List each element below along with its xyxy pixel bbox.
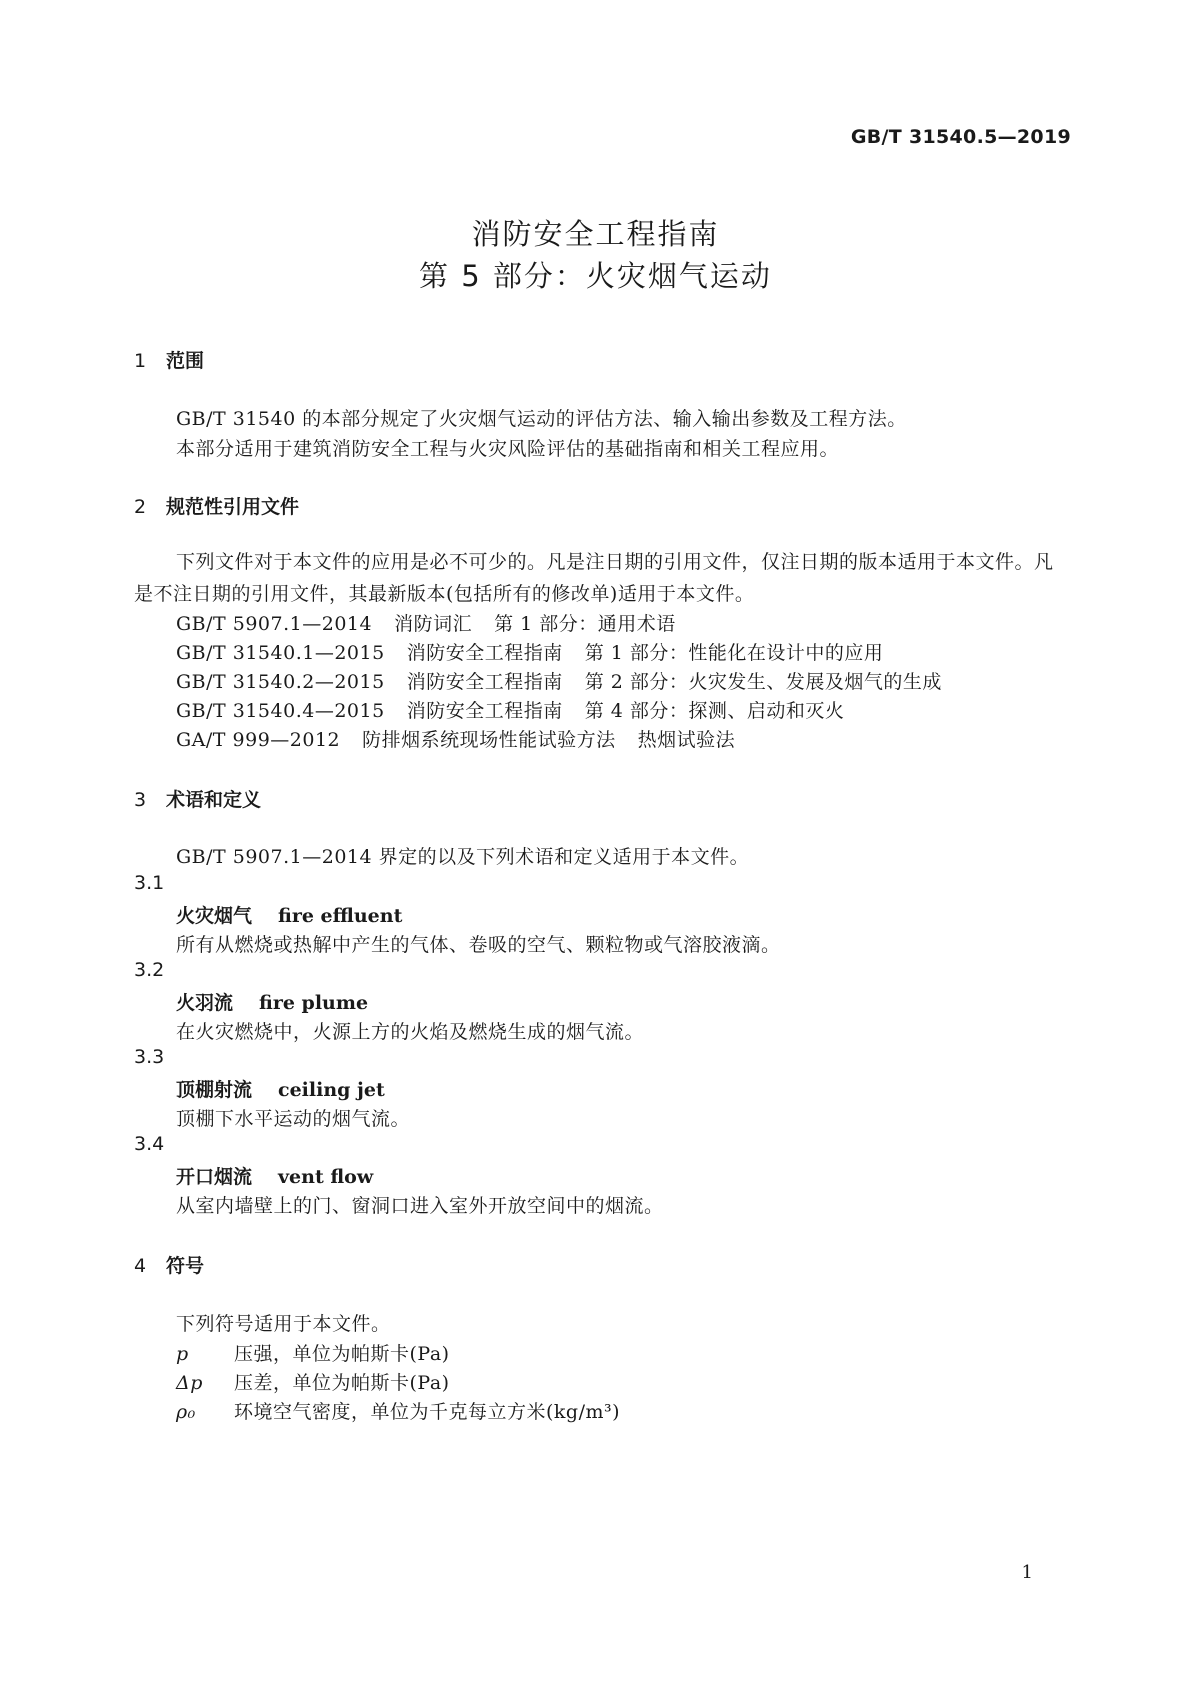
section-number: 3: [134, 789, 147, 811]
scope-paragraph-1: GB/T 31540 的本部分规定了火灾烟气运动的评估方法、输入输出参数及工程方法。: [176, 408, 907, 430]
term-title: [176, 988, 368, 1015]
symbol-row: [176, 1397, 620, 1424]
symbol-description: 压差，单位为帕斯卡(Pa): [234, 1372, 450, 1394]
reference-title: 消防词汇: [394, 613, 473, 635]
term-zh: 火灾烟气: [176, 905, 253, 927]
reference-part: 第 1 部分：性能化在设计中的应用: [584, 642, 884, 664]
section-title: 范围: [166, 350, 205, 372]
page-number: 1: [1021, 1562, 1033, 1583]
reference-item: [176, 667, 964, 694]
reference-part: 第 4 部分：探测、启动和灭火: [584, 700, 845, 722]
symbol-description: 压强，单位为帕斯卡(Pa): [234, 1343, 450, 1365]
reference-code: GB/T 31540.4—2015: [176, 700, 385, 722]
reference-code: GA/T 999—2012: [176, 729, 341, 751]
term-number: 3.4: [134, 1133, 165, 1155]
term-zh: 火羽流: [176, 992, 234, 1014]
reference-part: 热烟试验法: [637, 729, 736, 751]
document-title: 消防安全工程指南: [471, 217, 720, 251]
reference-title: 消防安全工程指南: [406, 642, 563, 664]
term-definition: 从室内墙壁上的门、窗洞口进入室外开放空间中的烟流。: [176, 1195, 664, 1217]
section-heading-scope: [134, 346, 204, 373]
symbols-intro: 下列符号适用于本文件。: [176, 1313, 391, 1335]
term-en: vent flow: [278, 1166, 374, 1188]
reference-code: GB/T 31540.1—2015: [176, 642, 385, 664]
reference-part: 第 2 部分：火灾发生、发展及烟气的生成: [584, 671, 942, 693]
reference-item: [176, 638, 905, 665]
reference-code: GB/T 5907.1—2014: [176, 613, 373, 635]
section-heading-normative-refs: [134, 492, 299, 519]
term-number: 3.2: [134, 959, 165, 981]
section-number: 2: [134, 496, 147, 518]
term-en: ceiling jet: [278, 1079, 385, 1101]
term-title: [176, 1075, 385, 1102]
section-title: 符号: [166, 1255, 205, 1277]
symbol: p: [176, 1343, 189, 1365]
reference-title: 消防安全工程指南: [406, 671, 563, 693]
reference-item: [176, 725, 757, 752]
reference-part: 第 1 部分：通用术语: [494, 613, 676, 635]
term-definition: 所有从燃烧或热解中产生的气体、卷吸的空气、颗粒物或气溶胶液滴。: [176, 934, 781, 956]
reference-code: GB/T 31540.2—2015: [176, 671, 385, 693]
normative-refs-intro: 下列文件对于本文件的应用是必不可少的。凡是注日期的引用文件，仅注日期的版本适用于本文件。凡是不注日期的引用文件，其最新版本(包括所有的修改单)适用于本文件。: [134, 551, 1054, 605]
section-number: 4: [134, 1255, 147, 1277]
term-title: [176, 1162, 373, 1189]
term-definition: 顶棚下水平运动的烟气流。: [176, 1108, 411, 1130]
section-title: 术语和定义: [166, 789, 262, 811]
reference-title: 消防安全工程指南: [406, 700, 563, 722]
term-en: fire plume: [259, 992, 369, 1014]
reference-item: [176, 696, 866, 723]
reference-item: [176, 609, 698, 636]
term-number: 3.3: [134, 1046, 165, 1068]
document-subtitle: 第 5 部分：火灾烟气运动: [419, 259, 772, 293]
section-number: 1: [134, 350, 147, 372]
term-number: 3.1: [134, 872, 165, 894]
standard-number: GB/T 31540.5—2019: [850, 126, 1071, 148]
symbol-description: 环境空气密度，单位为千克每立方米(kg/m³): [234, 1401, 621, 1423]
section-heading-symbols: [134, 1251, 204, 1278]
term-title: [176, 901, 402, 928]
section-heading-terms: [134, 785, 261, 812]
term-en: fire effluent: [278, 905, 403, 927]
section-title: 规范性引用文件: [166, 496, 300, 518]
term-zh: 顶棚射流: [176, 1079, 253, 1101]
symbol: Δp: [176, 1372, 203, 1394]
terms-intro: GB/T 5907.1—2014 界定的以及下列术语和定义适用于本文件。: [176, 846, 750, 868]
term-definition: 在火灾燃烧中，火源上方的火焰及燃烧生成的烟气流。: [176, 1021, 645, 1043]
term-zh: 开口烟流: [176, 1166, 253, 1188]
scope-paragraph-2: 本部分适用于建筑消防安全工程与火灾风险评估的基础指南和相关工程应用。: [176, 438, 840, 460]
symbol-row: [176, 1339, 450, 1366]
symbol: ρ₀: [176, 1401, 196, 1423]
symbol-row: [176, 1368, 450, 1395]
reference-title: 防排烟系统现场性能试验方法: [362, 729, 616, 751]
